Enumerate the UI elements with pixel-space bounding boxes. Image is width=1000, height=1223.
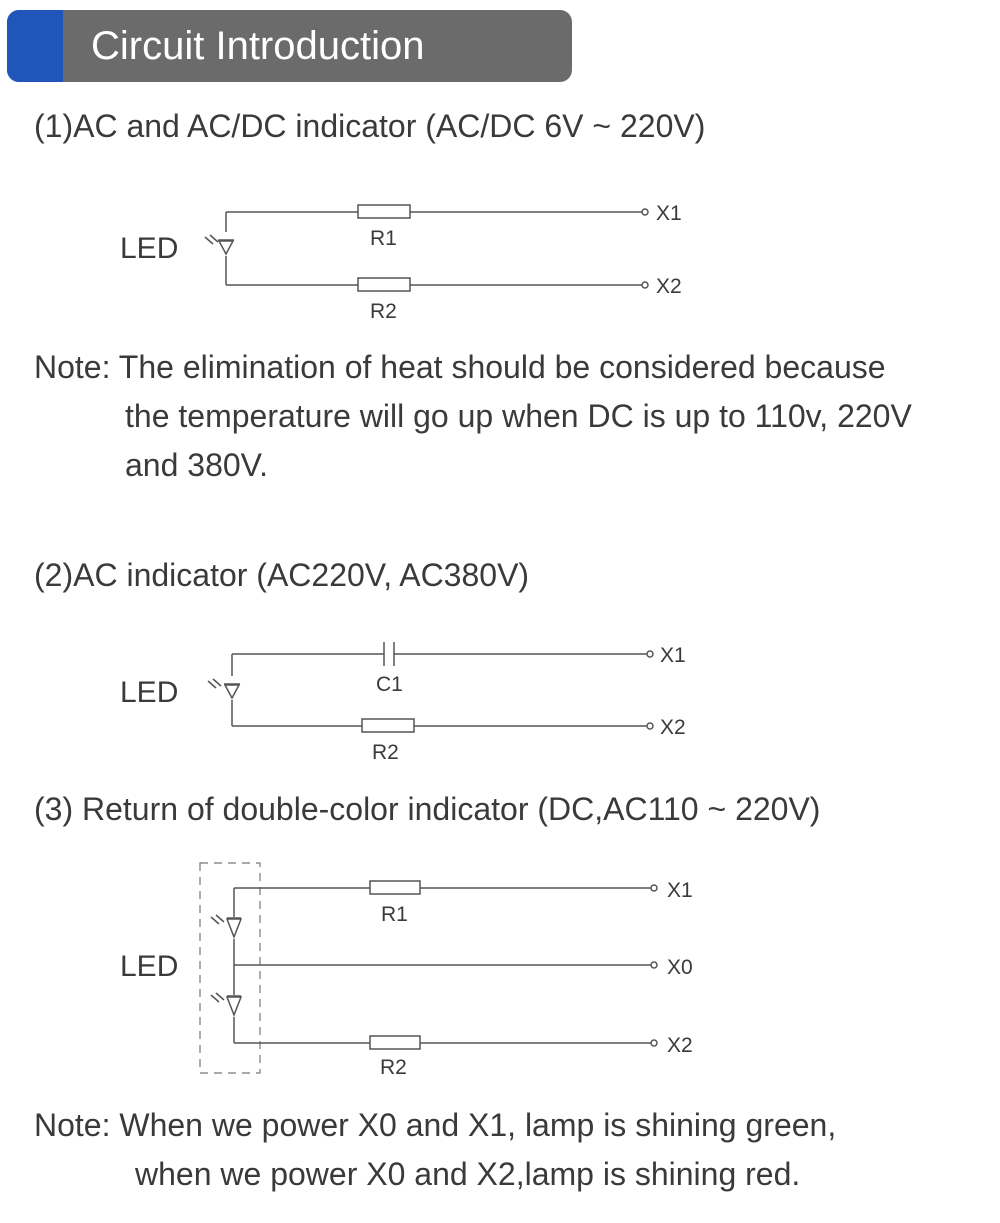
r2-label: R2 [380,1056,407,1079]
terminal-x1-dot [642,209,648,215]
r1-label: R1 [370,227,397,250]
r2-label: R2 [372,741,399,764]
led-label: LED [120,232,179,265]
led-label: LED [120,950,179,983]
x1-label: X1 [667,879,693,902]
x2-label: X2 [660,716,686,739]
terminal-x1-dot [647,651,653,657]
section1-title: (1)AC and AC/DC indicator (AC/DC 6V ~ 220V) [34,108,706,144]
x2-label: X2 [656,275,682,298]
resistor-r1 [358,205,410,218]
led-diode-red-icon [211,993,241,1015]
r1-label: R1 [381,903,408,926]
header-accent [7,10,63,82]
x1-label: X1 [660,644,686,667]
note1-line3: and 380V. [125,447,268,483]
terminal-x2-dot [647,723,653,729]
terminal-x0-dot [651,962,657,968]
resistor-r2 [370,1036,420,1049]
resistor-r1 [370,881,420,894]
section-header [7,10,572,82]
led-diode-icon [205,235,234,254]
circuit-diagram-3 [0,855,1000,1085]
led-diode-green-icon [211,915,241,937]
terminal-x1-dot [651,885,657,891]
x1-label: X1 [656,202,682,225]
led-dashed-box [200,863,260,1073]
note2-line1: Note: When we power X0 and X1, lamp is shining green, [34,1107,837,1143]
terminal-x2-dot [642,282,648,288]
x2-label: X2 [667,1034,693,1057]
circuit-diagram-2 [0,630,1000,770]
section3-title: (3) Return of double-color indicator (DC,AC110 ~ 220V) [34,791,821,827]
resistor-r2 [362,719,414,732]
r2-label: R2 [370,300,397,323]
x0-label: X0 [667,956,693,979]
resistor-r2 [358,278,410,291]
note1-line2: the temperature will go up when DC is up to 110v, 220V [125,398,912,434]
section2-title: (2)AC indicator (AC220V, AC380V) [34,557,530,593]
note2-line2: when we power X0 and X2,lamp is shining red. [135,1156,801,1192]
led-label: LED [120,676,179,709]
note1-line1: Note: The elimination of heat should be considered because [34,349,886,385]
page-title: Circuit Introduction [91,24,425,68]
circuit-diagram-1 [0,190,1000,330]
led-diode-icon [208,679,240,698]
terminal-x2-dot [651,1040,657,1046]
c1-label: C1 [376,673,403,696]
